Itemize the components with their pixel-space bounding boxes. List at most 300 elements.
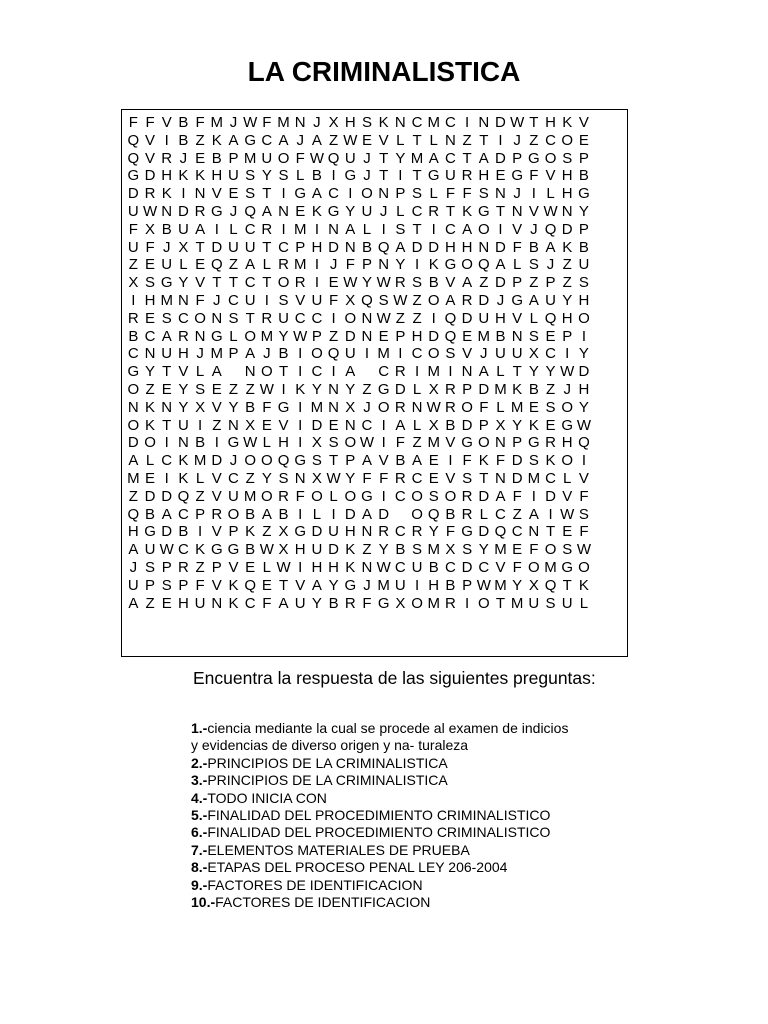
grid-letter: I	[381, 487, 386, 505]
grid-row	[125, 523, 626, 541]
grid-letter: F	[195, 114, 205, 131]
grid-letter: Y	[178, 380, 189, 398]
grid-letter: G	[528, 434, 540, 452]
grid-row	[125, 381, 626, 399]
grid-letter: Q	[377, 238, 390, 256]
grid-letter: T	[512, 363, 522, 381]
grid-letter: P	[462, 380, 473, 398]
grid-letter: U	[545, 291, 556, 309]
grid-letter: U	[411, 558, 423, 576]
grid-letter: T	[462, 149, 472, 167]
grid-letter: P	[462, 576, 473, 594]
grid-letter: S	[562, 541, 573, 559]
grid-letter: S	[412, 274, 423, 292]
grid-letter: W	[343, 131, 358, 149]
grid-letter: O	[461, 398, 473, 416]
grid-letter: I	[298, 416, 303, 434]
grid-letter: A	[545, 238, 556, 256]
grid-letter: N	[461, 363, 473, 381]
grid-letter: C	[228, 291, 239, 309]
grid-letter: Z	[545, 380, 556, 398]
grid-letter: Y	[311, 594, 322, 612]
grid-letter: B	[278, 505, 289, 523]
grid-letter: C	[294, 309, 306, 327]
question-text: FINALIDAD DEL PROCEDIMIENTO CRIMINALISTICO	[207, 807, 551, 824]
question-item	[191, 755, 571, 772]
grid-letter: L	[412, 416, 422, 434]
grid-letter: R	[428, 202, 440, 220]
grid-letter: R	[444, 594, 456, 612]
grid-letter: J	[480, 345, 488, 363]
grid-row	[125, 399, 626, 417]
grid-letter: T	[412, 131, 422, 149]
grid-letter: B	[178, 131, 189, 149]
grid-letter: Y	[578, 345, 589, 363]
grid-letter: S	[395, 220, 406, 238]
grid-letter: C	[444, 114, 456, 131]
grid-letter: I	[465, 114, 470, 131]
grid-letter: U	[161, 345, 173, 363]
grid-letter: F	[512, 487, 522, 505]
instructions-heading: Encuentra la respuesta de las siguientes preguntas:	[193, 668, 596, 688]
grid-letter: C	[545, 469, 556, 487]
grid-letter: E	[545, 416, 556, 434]
grid-row	[125, 577, 626, 595]
grid-letter: O	[127, 416, 140, 434]
grid-letter: O	[477, 434, 490, 452]
grid-letter: L	[262, 256, 272, 274]
grid-letter: D	[344, 505, 356, 523]
grid-letter: Z	[262, 523, 272, 541]
grid-letter: Y	[428, 523, 439, 541]
grid-letter: T	[212, 274, 222, 292]
grid-letter: U	[144, 541, 156, 559]
grid-letter: R	[278, 487, 289, 505]
grid-letter: W	[476, 576, 491, 594]
grid-letter: P	[395, 185, 406, 203]
grid-letter: V	[228, 558, 239, 576]
grid-letter: R	[211, 505, 223, 523]
grid-letter: M	[127, 469, 140, 487]
grid-letter: H	[144, 291, 156, 309]
grid-letter: D	[478, 487, 490, 505]
grid-letter: F	[379, 469, 389, 487]
letter-grid	[125, 114, 626, 612]
grid-letter: D	[127, 434, 139, 452]
grid-letter: Q	[210, 256, 223, 274]
questions-list	[191, 720, 571, 911]
grid-letter: G	[528, 149, 540, 167]
grid-letter: O	[277, 274, 290, 292]
grid-letter: E	[562, 523, 573, 541]
grid-letter: B	[311, 167, 322, 185]
grid-letter: R	[378, 523, 390, 541]
grid-letter: Y	[478, 541, 489, 559]
grid-letter: L	[396, 131, 405, 149]
grid-letter: I	[431, 309, 436, 327]
grid-letter: W	[426, 398, 441, 416]
grid-letter: S	[278, 291, 289, 309]
grid-letter: A	[311, 576, 322, 594]
grid-letter: Q	[327, 345, 340, 363]
grid-letter: E	[245, 558, 256, 576]
grid-letter: L	[496, 398, 505, 416]
grid-letter: J	[329, 256, 338, 274]
grid-letter: E	[328, 274, 339, 292]
grid-letter: O	[144, 434, 156, 452]
grid-letter: A	[311, 185, 322, 203]
grid-letter: I	[314, 256, 319, 274]
grid-letter: Z	[562, 274, 572, 292]
grid-letter: M	[243, 487, 257, 505]
grid-letter: N	[194, 327, 206, 345]
grid-letter: N	[378, 256, 390, 274]
grid-letter: K	[428, 256, 439, 274]
grid-letter: I	[314, 220, 319, 238]
question-item	[191, 807, 571, 824]
grid-letter: J	[196, 345, 204, 363]
grid-letter: E	[378, 327, 389, 345]
grid-row	[125, 363, 626, 381]
grid-letter: T	[479, 131, 489, 149]
grid-letter: P	[145, 576, 156, 594]
grid-letter: W	[159, 541, 174, 559]
grid-letter: C	[177, 505, 189, 523]
grid-letter: W	[326, 469, 341, 487]
grid-letter: K	[195, 167, 206, 185]
grid-letter: V	[295, 291, 306, 309]
grid-letter: O	[311, 487, 323, 505]
grid-letter: K	[578, 576, 589, 594]
grid-letter: S	[311, 452, 322, 470]
grid-letter: E	[195, 149, 206, 167]
grid-letter: U	[161, 256, 173, 274]
grid-letter: N	[294, 469, 306, 487]
grid-letter: I	[448, 452, 453, 470]
grid-letter: R	[394, 274, 406, 292]
grid-letter: J	[296, 131, 304, 149]
question-number: 2.-	[191, 754, 208, 771]
grid-letter: J	[363, 576, 371, 594]
grid-letter: Q	[444, 327, 457, 345]
grid-letter: A	[528, 291, 539, 309]
grid-letter: R	[261, 309, 273, 327]
grid-letter: I	[181, 185, 186, 203]
grid-letter: R	[461, 487, 473, 505]
grid-letter	[225, 363, 242, 381]
grid-letter: N	[478, 114, 490, 131]
grid-letter: W	[560, 505, 575, 523]
grid-letter: Z	[329, 327, 339, 345]
grid-letter: N	[161, 202, 173, 220]
question-number: 7.-	[191, 841, 208, 858]
grid-letter: O	[411, 487, 423, 505]
grid-letter: F	[445, 523, 455, 541]
grid-letter: D	[561, 220, 573, 238]
grid-letter: M	[160, 291, 173, 309]
grid-letter: Y	[578, 398, 589, 416]
question-item	[191, 720, 571, 755]
grid-letter: S	[578, 274, 589, 292]
grid-letter: B	[495, 327, 506, 345]
grid-row	[125, 150, 626, 168]
grid-letter: R	[294, 274, 306, 292]
grid-letter: B	[145, 505, 156, 523]
grid-letter: N	[411, 398, 423, 416]
grid-letter: G	[244, 131, 256, 149]
grid-letter: R	[177, 327, 189, 345]
grid-letter: S	[445, 345, 456, 363]
grid-letter: J	[229, 452, 238, 470]
grid-letter: D	[211, 238, 223, 256]
grid-letter: I	[531, 185, 536, 203]
grid-letter: S	[278, 469, 289, 487]
grid-row	[125, 274, 626, 292]
grid-letter: O	[227, 505, 240, 523]
grid-letter: T	[195, 238, 205, 256]
grid-letter: J	[530, 220, 538, 238]
grid-letter: D	[495, 238, 506, 256]
grid-letter: A	[395, 416, 406, 434]
grid-letter: K	[462, 202, 473, 220]
grid-letter: V	[378, 452, 389, 470]
grid-letter: B	[528, 380, 539, 398]
grid-letter: C	[411, 469, 423, 487]
grid-letter: G	[511, 167, 523, 185]
grid-letter: U	[261, 149, 273, 167]
grid-letter: O	[377, 398, 390, 416]
grid-letter: I	[164, 131, 169, 149]
grid-letter: D	[461, 416, 473, 434]
grid-letter: K	[178, 167, 189, 185]
grid-letter: J	[513, 131, 521, 149]
grid-letter: M	[243, 149, 257, 167]
grid-letter: M	[260, 327, 274, 345]
grid-letter: U	[495, 345, 506, 363]
grid-letter: A	[245, 256, 256, 274]
grid-letter: J	[546, 256, 555, 274]
grid-letter: S	[545, 398, 556, 416]
grid-letter: P	[512, 149, 523, 167]
grid-letter: F	[512, 558, 522, 576]
grid-letter: L	[312, 505, 322, 523]
grid-letter: M	[377, 345, 390, 363]
grid-letter: O	[477, 220, 490, 238]
grid-letter: V	[145, 149, 156, 167]
grid-letter: G	[578, 185, 590, 203]
grid-letter: L	[546, 185, 555, 203]
grid-letter: H	[561, 167, 573, 185]
grid-letter: G	[210, 541, 223, 559]
grid-letter: Y	[361, 274, 372, 292]
grid-letter: X	[145, 220, 156, 238]
grid-letter: O	[461, 256, 473, 274]
grid-letter: G	[461, 523, 473, 541]
grid-letter: M	[410, 149, 424, 167]
grid-letter: A	[361, 452, 372, 470]
grid-row	[125, 292, 626, 310]
grid-letter: G	[327, 202, 340, 220]
grid-letter: D	[511, 469, 523, 487]
grid-letter: Y	[545, 363, 556, 381]
grid-letter: F	[579, 487, 589, 505]
grid-letter: R	[461, 291, 473, 309]
grid-letter: U	[294, 594, 306, 612]
grid-letter: F	[128, 114, 138, 131]
grid-letter: D	[495, 149, 506, 167]
grid-letter: I	[398, 345, 403, 363]
grid-letter: E	[228, 185, 239, 203]
grid-letter: T	[162, 416, 172, 434]
grid-letter: D	[311, 523, 323, 541]
grid-letter: W	[343, 274, 358, 292]
grid-letter: A	[528, 505, 539, 523]
grid-letter: T	[412, 167, 422, 185]
grid-letter: Z	[412, 309, 422, 327]
grid-letter: U	[528, 594, 540, 612]
grid-letter: N	[177, 434, 189, 452]
grid-letter: B	[361, 238, 372, 256]
grid-letter: K	[562, 238, 573, 256]
grid-letter: T	[162, 363, 172, 381]
grid-letter: R	[144, 185, 156, 203]
question-item	[191, 894, 571, 911]
grid-letter: H	[578, 291, 590, 309]
grid-letter: W	[259, 380, 274, 398]
grid-letter: K	[478, 452, 489, 470]
grid-letter: X	[278, 541, 289, 559]
grid-letter: K	[178, 452, 189, 470]
grid-letter: E	[261, 416, 272, 434]
grid-letter: Z	[362, 541, 372, 559]
grid-letter: J	[213, 291, 221, 309]
grid-letter: T	[228, 274, 239, 292]
grid-letter: G	[210, 202, 223, 220]
grid-letter: R	[461, 505, 473, 523]
grid-letter: R	[394, 363, 406, 381]
grid-letter: P	[211, 558, 222, 576]
grid-row	[125, 221, 626, 239]
grid-letter: S	[462, 469, 473, 487]
grid-letter: G	[144, 523, 156, 541]
grid-letter: O	[561, 131, 574, 149]
grid-letter: F	[529, 167, 539, 185]
grid-letter: X	[345, 291, 356, 309]
grid-letter: D	[411, 238, 423, 256]
grid-letter: O	[477, 594, 490, 612]
grid-letter: N	[344, 238, 356, 256]
grid-letter: B	[278, 345, 289, 363]
grid-letter: U	[278, 309, 289, 327]
grid-letter: Q	[277, 452, 290, 470]
grid-letter: F	[345, 256, 355, 274]
grid-letter: N	[294, 114, 306, 131]
grid-letter: W	[560, 363, 575, 381]
grid-letter: Y	[395, 149, 406, 167]
grid-letter: H	[294, 541, 306, 559]
grid-letter: O	[344, 309, 357, 327]
grid-letter: G	[127, 167, 140, 185]
grid-letter: G	[361, 487, 373, 505]
grid-letter: H	[344, 114, 356, 131]
question-text: FACTORES DE IDENTIFICACION	[207, 876, 423, 893]
grid-letter: G	[377, 594, 390, 612]
grid-letter: U	[311, 541, 323, 559]
grid-letter: F	[362, 594, 372, 612]
grid-letter: R	[344, 594, 356, 612]
grid-letter: I	[465, 594, 470, 612]
grid-letter: K	[211, 131, 222, 149]
grid-letter: T	[412, 220, 422, 238]
grid-letter: A	[345, 220, 356, 238]
grid-letter: L	[179, 256, 188, 274]
grid-letter: I	[331, 167, 336, 185]
grid-letter: B	[428, 558, 439, 576]
grid-letter: V	[462, 345, 473, 363]
grid-row	[125, 132, 626, 150]
grid-letter: L	[145, 452, 155, 470]
grid-letter: C	[545, 131, 556, 149]
grid-letter: I	[331, 309, 336, 327]
grid-letter: Q	[177, 487, 190, 505]
grid-letter: C	[394, 523, 406, 541]
question-number: 6.-	[191, 824, 208, 841]
grid-letter: G	[277, 398, 290, 416]
grid-letter: G	[561, 416, 574, 434]
grid-letter: A	[412, 452, 423, 470]
grid-letter: O	[261, 452, 273, 470]
question-item	[191, 824, 571, 841]
grid-row	[125, 452, 626, 470]
grid-letter: T	[562, 576, 572, 594]
grid-letter: O	[561, 398, 574, 416]
grid-letter: C	[311, 309, 323, 327]
grid-letter: W	[376, 309, 391, 327]
grid-letter: O	[361, 185, 373, 203]
grid-letter: I	[348, 185, 353, 203]
grid-letter: G	[561, 558, 574, 576]
grid-letter: V	[545, 167, 556, 185]
grid-row	[125, 506, 626, 524]
grid-letter: Z	[212, 416, 222, 434]
grid-row	[125, 559, 626, 577]
grid-letter: D	[495, 114, 506, 131]
grid-letter: M	[310, 398, 324, 416]
grid-letter: Z	[479, 274, 489, 292]
grid-letter: V	[445, 469, 456, 487]
grid-letter: B	[428, 274, 439, 292]
grid-letter: C	[444, 558, 456, 576]
grid-letter: Z	[412, 291, 422, 309]
grid-letter: V	[211, 398, 222, 416]
grid-letter: F	[262, 398, 272, 416]
grid-letter: A	[478, 149, 489, 167]
grid-letter: B	[245, 398, 256, 416]
grid-letter: C	[495, 505, 506, 523]
grid-letter: Q	[494, 523, 507, 541]
grid-letter: C	[244, 274, 256, 292]
grid-letter: O	[544, 541, 557, 559]
grid-letter: A	[261, 202, 272, 220]
grid-letter: B	[128, 327, 139, 345]
grid-letter: L	[362, 220, 372, 238]
grid-letter: T	[379, 167, 389, 185]
grid-letter: A	[161, 505, 172, 523]
grid-letter: D	[478, 523, 490, 541]
grid-letter: W	[243, 434, 258, 452]
grid-letter: K	[228, 576, 239, 594]
grid-letter: I	[331, 505, 336, 523]
